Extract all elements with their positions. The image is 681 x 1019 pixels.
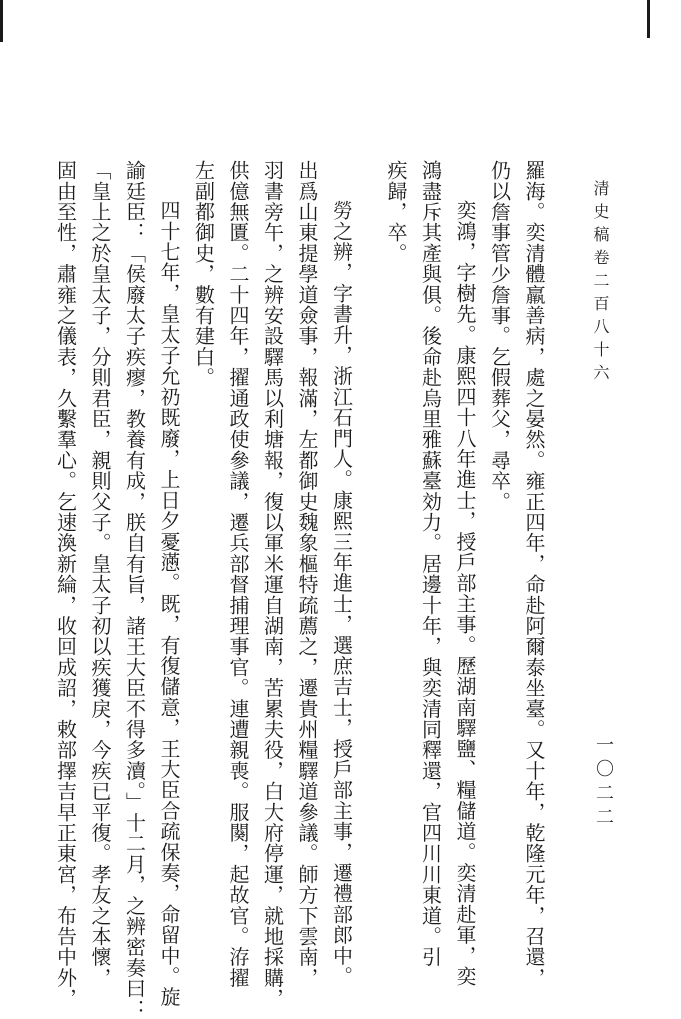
text-line: 羅海。奕清體羸善病，處之晏然。雍正四年，命赴阿爾泰坐臺。又十年，乾隆元年，召還， [522, 160, 546, 988]
section-gap [359, 160, 379, 1019]
text-line: 奕鴻，字樹先。康熙四十八年進士，授戶部主事。歷湖南驛鹽、糧儲道。奕清赴軍，奕 [453, 200, 477, 987]
text-line: 羽書旁午，之辨安設驛馬以利塘報，復以軍米運自湖南，苦累夫役，白大府停運，就地採購， [260, 160, 285, 1009]
body-text [48, 160, 551, 1019]
text-line: 出爲山東提學道僉事，報滿，左都御史魏象樞特疏薦之，遷貴州糧驛道參議。師方下雲南， [295, 160, 319, 988]
text-line: 疾歸，卒。 [384, 160, 408, 264]
text-line: 固由至性，肅雍之儀表，久繫羣心。乞速渙新綸，收回成詔，敕部擇吉早正東宮，布告中外， [53, 160, 78, 1009]
text-line: 勞之辨，字書升，浙江石門人。康熙三年進士，選庶吉士，授戶部主事，遷禮部郎中。 [329, 200, 354, 987]
text-line: 仍以詹事管少詹事。乞假葬父，尋卒。 [487, 160, 512, 512]
text-line: 鴻盡斥其產與俱。後命赴烏里雅蘇臺効力。居邊十年，與奕清同釋還，官四川川東道。引 [418, 160, 443, 968]
text-line: 四十七年，皇太子允礽既廢，上日夕憂懣。既，有復儲意，王大臣合疏保奏，命留中。旋 [157, 200, 181, 1008]
text-line: 供億無匱。二十四年，擢通政使參議，遷兵部督捕理事官。連遭親喪。服闋，起故官。洊擢 [226, 160, 250, 988]
text-line: 左副都御史，數有建白。 [191, 160, 216, 388]
page-number: 一〇二二 [593, 735, 614, 831]
top-right-frame-rule [647, 0, 650, 38]
text-line: 諭廷臣：「侯廢太子疾瘳，教養有成，朕自有旨，諸王大臣不得多瀆。」十二月，之辨密奏曰： [122, 160, 147, 1019]
top-left-frame-rule [0, 0, 3, 42]
text-line: 「皇上之於皇太子，分則君臣，親則父子。皇太子初以疾獲戾，今疾已平復。孝友之本懷， [88, 160, 112, 988]
running-head: 清史稿卷二百八十六 [591, 180, 610, 387]
